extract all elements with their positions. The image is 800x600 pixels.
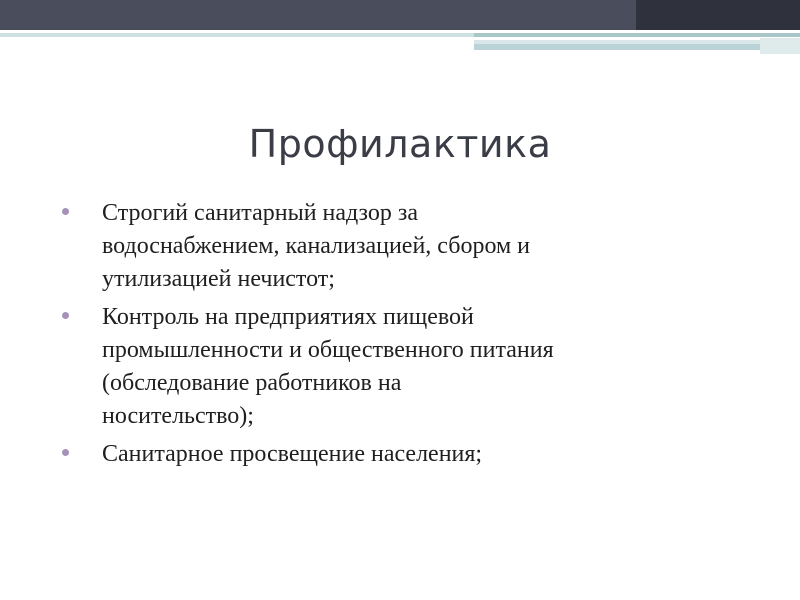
bullet-item: [60, 438, 780, 471]
accent-stripe: [0, 33, 474, 37]
bullet-text: Строгий санитарный надзор за водоснабжением, канализацией, сбором и утилизацией нечистот;: [102, 200, 531, 292]
accent-stripe: [760, 38, 800, 54]
bullet-item: [60, 301, 780, 433]
bullet-text: Контроль на предприятиях пищевой промышленности и общественного питания (обследование работников на носительство);: [102, 304, 554, 429]
bullet-dot-icon: [62, 208, 69, 215]
accent-stripe: [474, 33, 800, 37]
header-band-right: [636, 0, 800, 30]
accent-stripe: [474, 44, 800, 50]
slide-title: Профилактика: [248, 122, 552, 166]
bullet-dot-icon: [62, 449, 69, 456]
bullet-dot-icon: [62, 312, 69, 319]
bullet-text: Санитарное просвещение населения;: [102, 441, 483, 467]
bullet-list: [60, 197, 780, 476]
bullet-item: [60, 197, 780, 296]
